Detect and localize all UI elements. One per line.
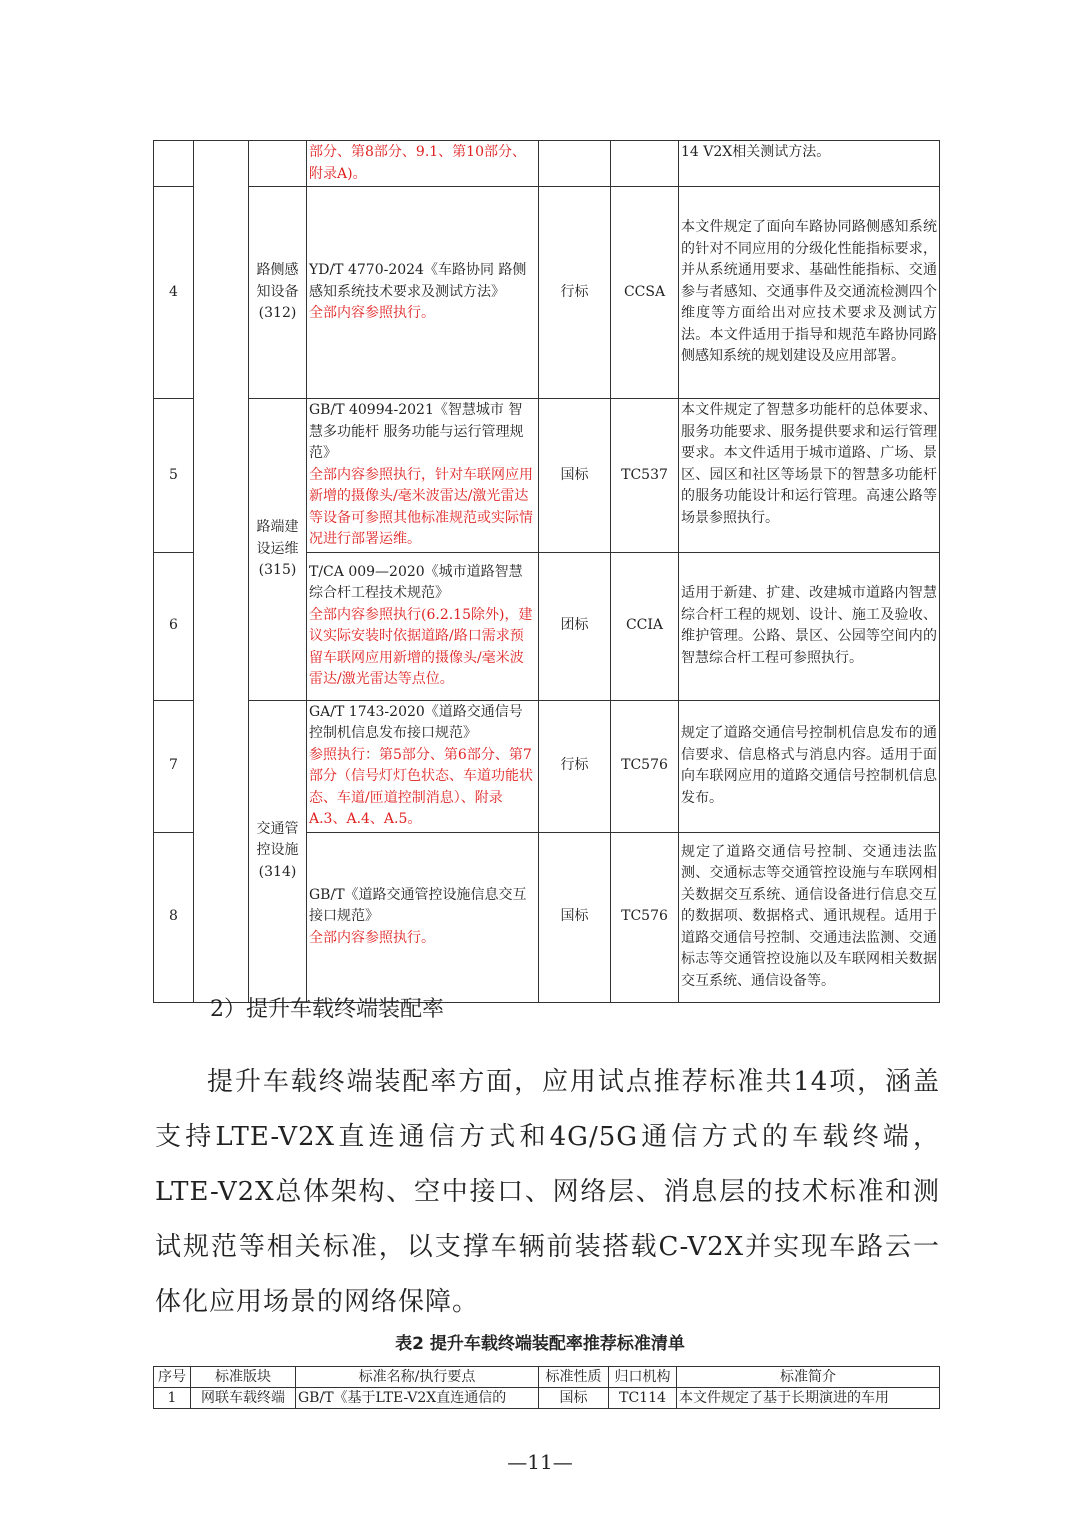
column-header: 标准性质 (539, 1367, 609, 1388)
standard-desc: 本文件规定了智慧多功能杆的总体要求、服务功能要求、服务提供要求和运行管理要求。本文件适用于城市道路、广场、景区、园区和社区等场景下的智慧多功能杆的服务功能设计和运行管理。高速公路等场景参照执行。 (679, 399, 940, 553)
table-row (154, 1388, 940, 1409)
column-header: 序号 (154, 1367, 191, 1388)
standard-desc: 本文件规定了面向车路协同路侧感知系统的针对不同应用的分级化性能指标要求，并从系统通用要求、基础性能指标、交通参与者感知、交通事件及交通流检测四个维度等方面给出对应技术要求及测试方法。本文件适用于指导和规范车路协同路侧感知系统的规划建设及应用部署。 (679, 187, 940, 399)
standard-nature: 行标 (539, 187, 611, 399)
column-header: 归口机构 (609, 1367, 677, 1388)
row-number: 8 (154, 832, 194, 1002)
category-cell: 路端建设运维(315) (249, 399, 307, 701)
body-paragraph: 提升车载终端装配率方面，应用试点推荐标准共14项，涵盖支持LTE-V2X直连通信方式和4G/5G通信方式的车载终端，LTE-V2X总体架构、空中接口、网络层、消息层的技术标准和测试规范等相关标准，以支撑车辆前装搭载C-V2X并实现车路云一体化应用场景的网络保障。 (155, 1067, 940, 1317)
standard-name: YD/T 4770-2024《车路协同 路侧感知系统技术要求及测试方法》 (309, 262, 527, 300)
standard-block: 网联车载终端 (191, 1388, 296, 1409)
standard-org: TC537 (611, 399, 679, 553)
column-header: 标准简介 (677, 1367, 940, 1388)
table-row (154, 141, 940, 187)
row-number: 5 (154, 399, 194, 553)
standards-table-1 (153, 140, 940, 1003)
row-number: 7 (154, 700, 194, 832)
standard-name: GB/T《基于LTE-V2X直连通信的 (296, 1388, 539, 1409)
row-number: 1 (154, 1388, 191, 1409)
standard-desc: 14 V2X相关测试方法。 (679, 141, 940, 187)
standard-org: CCSA (611, 187, 679, 399)
category-cell: 交通管控设施(314) (249, 700, 307, 1002)
standard-nature: 国标 (539, 399, 611, 553)
column-header: 标准版块 (191, 1367, 296, 1388)
standard-org: TC114 (609, 1388, 677, 1409)
table-caption: 表2 提升车载终端装配率推荐标准清单 (395, 1334, 685, 1354)
standard-desc: 规定了道路交通信号控制机信息发布的通信要求、信息格式与消息内容。适用于面向车联网应用的道路交通信号控制机信息发布。 (679, 700, 940, 832)
standard-org: TC576 (611, 832, 679, 1002)
standard-nature: 团标 (539, 552, 611, 700)
standard-name-red: 全部内容参照执行(6.2.15除外)，建议实际安装时依据道路/路口需求预留车联网应用新增的摄像头/毫米波雷达/激光雷达等点位。 (309, 606, 533, 687)
table-header-row (154, 1367, 940, 1388)
standard-nature: 国标 (539, 1388, 609, 1409)
standards-table-2 (153, 1366, 940, 1409)
standard-desc: 本文件规定了基于长期演进的车用 (677, 1388, 940, 1409)
standard-name: GB/T 40994-2021《智慧城市 智慧多功能杆 服务功能与运行管理规范》 (309, 402, 524, 461)
row-number: 4 (154, 187, 194, 399)
standard-nature: 国标 (539, 832, 611, 1002)
standard-name-red: 全部内容参照执行。 (309, 305, 435, 322)
standard-name-red: 全部内容参照执行，针对车联网应用新增的摄像头/毫米波雷达/激光雷达等设备可参照其他标准规范或实际情况进行部署运维。 (309, 466, 533, 547)
standard-desc: 规定了道路交通信号控制、交通违法监测、交通标志等交通管控设施与车联网相关数据交互系统、通信设备进行信息交互的数据项、数据格式、通讯规程。适用于道路交通信号控制、交通违法监测、交通标志等交通管控设施以及车联网相关数据交互系统、通信设备等。 (679, 832, 940, 1002)
standard-name: GA/T 1743-2020《道路交通信号控制机信息发布接口规范》 (309, 703, 523, 741)
page-number: —11— (507, 1450, 573, 1474)
standard-name: T/CA 009—2020《城市道路智慧综合杆工程技术规范》 (309, 563, 523, 601)
standard-name: GB/T《道路交通管控设施信息交互接口规范》 (309, 886, 527, 925)
standard-org: CCIA (611, 552, 679, 700)
column-header: 标准名称/执行要点 (296, 1367, 539, 1388)
standard-nature: 行标 (539, 700, 611, 832)
row-number: 6 (154, 552, 194, 700)
section-heading: 2）提升车载终端装配率 (210, 997, 444, 1022)
table-row (154, 700, 940, 832)
standard-name-red: 部分、第8部分、9.1、第10部分、附录A)。 (307, 141, 539, 187)
standard-name-red: 参照执行：第5部分、第6部分、第7部分（信号灯灯色状态、车道功能状态、车道/匝道控制消息）、附录A.3、A.4、A.5。 (309, 746, 533, 827)
table-row (154, 187, 940, 399)
category-cell: 路侧感知设备(312) (249, 187, 307, 399)
standard-name-red: 全部内容参照执行。 (309, 929, 435, 946)
standard-org: TC576 (611, 700, 679, 832)
standard-desc: 适用于新建、扩建、改建城市道路内智慧综合杆工程的规划、设计、施工及验收、维护管理。公路、景区、公园等空间内的智慧综合杆工程可参照执行。 (679, 552, 940, 700)
table-row (154, 399, 940, 553)
